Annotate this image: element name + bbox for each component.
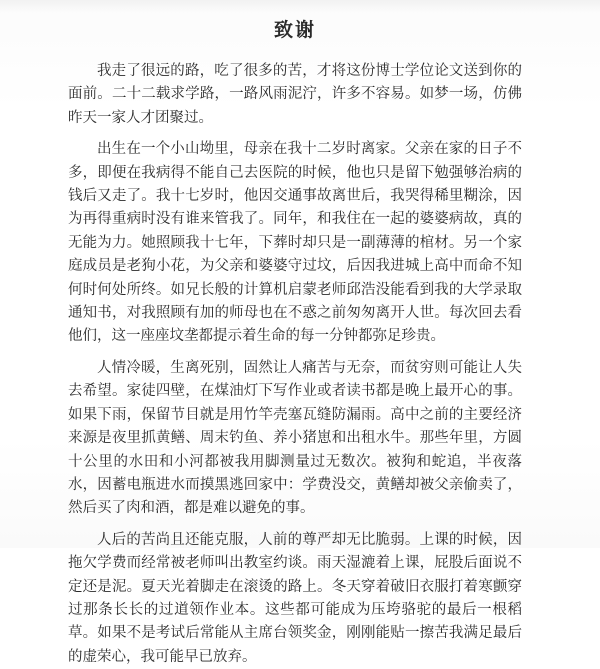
page-top-shadow: [0, 0, 600, 12]
paragraph-4: 人后的苦尚且还能克服，人前的尊严却无比脆弱。上课的时候，因拖欠学费而经常被老师叫出教室约谈。雨天湿漉着上课，屁股后面说不定还是泥。夏天光着脚走在滚烫的路上。冬天穿着破旧衣服打着寒颤穿过那条长长的过道领作业本。这些都可能成为压垮骆驼的最后一根稻草。如果不是考试后常能从主席台领奖金，刚刚能贴一擦苦我满足最后的虚荣心，我可能早已放弃。: [68, 531, 522, 665]
paragraph-1: 我走了很远的路，吃了很多的苦，才将这份博士学位论文送到你的面前。二十二载求学路，一路风雨泥泞，许多不容易。如梦一场，仿佛昨天一家人才团聚过。: [68, 63, 522, 126]
page-title: 致谢: [273, 19, 316, 41]
paragraph-3: 人情冷暖，生离死别，固然让人痛苦与无奈，而贫穷则可能让人失去希望。家徒四壁，在煤油灯下写作业或者读书都是晚上最开心的事。如果下雨，保留节目就是用竹竿壳塞瓦缝防漏雨。高中之前的主要经济来源是夜里抓黄鳝、周末钓鱼、养小猪崽和出租水牛。那些年里，方圆十公里的水田和小河都被我用脚测量过无数次。被狗和蛇追，半夜落水，因蓄电瓶进水而摸黑逃回家中：学费没交，黄鳝却被父亲偷卖了，然后买了肉和酒，都是难以避免的事。: [68, 359, 522, 517]
paragraph-2: 出生在一个小山坳里，母亲在我十二岁时离家。父亲在家的日子不多，即便在我病得不能自己去医院的时候，他也只是留下勉强够治病的钱后又走了。我十七岁时，他因交通事故离世后，我哭得稀里糊涂，因为再得重病时没有谁来管我了。同年，和我住在一起的婆婆病故，真的无能为力。她照顾我十七年，下葬时却只是一副薄薄的棺材。另一个家庭成员是老狗小花，为父亲和婆婆守过坟，后因我进城上高中而命不知何时何处所终。如兄长般的计算机启蒙老师邱浩没能看到我的大学录取通知书，对我照顾有加的师母也在不惑之前匆匆离开人世。每次回去看他们，这一座座坟垄都提示着生命的每一分钟都弥足珍贵。: [68, 141, 522, 345]
